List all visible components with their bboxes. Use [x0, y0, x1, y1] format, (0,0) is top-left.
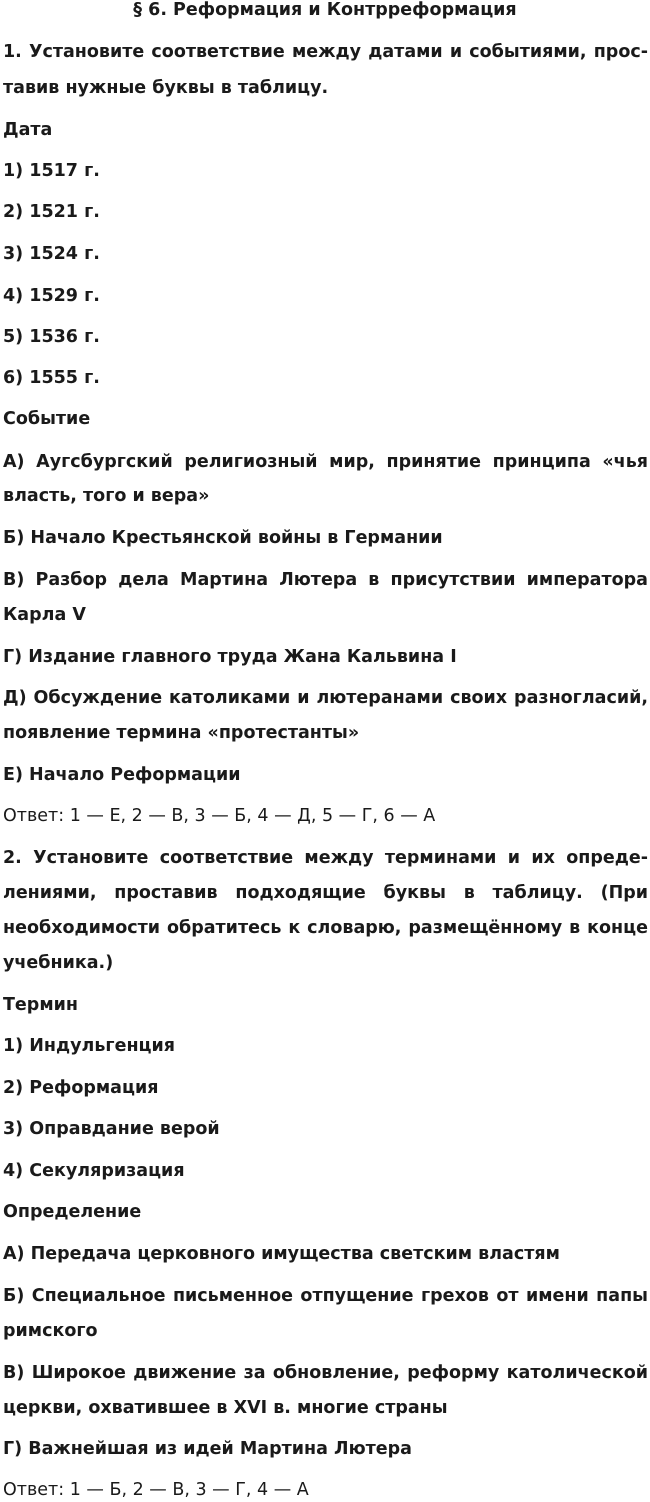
page-title: § 6. Реформация и Контрреформация — [133, 0, 517, 20]
task2-term-1: 1) Индульгенция — [3, 1036, 176, 1056]
task2-question-line4: учебника.) — [3, 953, 114, 973]
task2-definition-b-line2: римского — [3, 1321, 98, 1341]
task2-definition-a: А) Передача церковного имущества светским властям — [3, 1244, 560, 1264]
task2-definition-v-line2: церкви, охватившее в XVI в. многие страны — [3, 1398, 448, 1418]
task2-question-line1: 2. Установите соответствие между терминами и их опреде- — [3, 848, 648, 868]
task1-event-v-line1: В) Разбор дела Мартина Лютера в присутствии императора — [3, 570, 648, 590]
task1-answer: Ответ: 1 — Е, 2 — В, 3 — Б, 4 — Д, 5 — Г, 6 — А — [3, 806, 436, 826]
task1-event-g: Г) Издание главного труда Жана Кальвина I — [3, 647, 457, 667]
task1-date-1: 1) 1517 г. — [3, 161, 100, 181]
task2-terms-header: Термин — [3, 995, 78, 1015]
task2-answer: Ответ: 1 — Б, 2 — В, 3 — Г, 4 — А — [3, 1480, 309, 1500]
task2-term-2: 2) Реформация — [3, 1078, 159, 1098]
task1-event-a-line2: власть, того и вера» — [3, 486, 210, 506]
task2-question-line2: лениями, проставив подходящие буквы в таблицу. (При — [3, 883, 648, 903]
task1-events-header: Событие — [3, 409, 91, 429]
task1-date-4: 4) 1529 г. — [3, 286, 100, 306]
task2-definition-b-line1: Б) Специальное письменное отпущение грехов от имени папы — [3, 1286, 648, 1306]
task1-date-2: 2) 1521 г. — [3, 202, 100, 222]
task1-date-5: 5) 1536 г. — [3, 327, 100, 347]
task2-question-line3: необходимости обратитесь к словарю, размещённому в конце — [3, 918, 648, 938]
task1-event-a-line1: А) Аугсбургский религиозный мир, принятие принципа «чья — [3, 452, 648, 472]
task2-definition-g: Г) Важнейшая из идей Мартина Лютера — [3, 1439, 412, 1459]
task1-date-6: 6) 1555 г. — [3, 368, 100, 388]
task1-question-line2: тавив нужные буквы в таблицу. — [3, 78, 329, 98]
task2-definition-v-line1: В) Широкое движение за обновление, реформу католической — [3, 1363, 648, 1383]
task1-event-b: Б) Начало Крестьянской войны в Германии — [3, 528, 443, 548]
task2-term-4: 4) Секуляризация — [3, 1161, 185, 1181]
task1-event-v-line2: Карла V — [3, 605, 86, 625]
task2-term-3: 3) Оправдание верой — [3, 1119, 220, 1139]
task2-definitions-header: Определение — [3, 1202, 142, 1222]
task1-dates-header: Дата — [3, 120, 53, 140]
task1-question-line1: 1. Установите соответствие между датами и событиями, прос- — [3, 42, 648, 62]
task1-event-e: Е) Начало Реформации — [3, 765, 241, 785]
task1-event-d-line1: Д) Обсуждение католиками и лютеранами своих разногласий, — [3, 688, 648, 708]
task1-event-d-line2: появление термина «протестанты» — [3, 723, 360, 743]
task1-date-3: 3) 1524 г. — [3, 244, 100, 264]
